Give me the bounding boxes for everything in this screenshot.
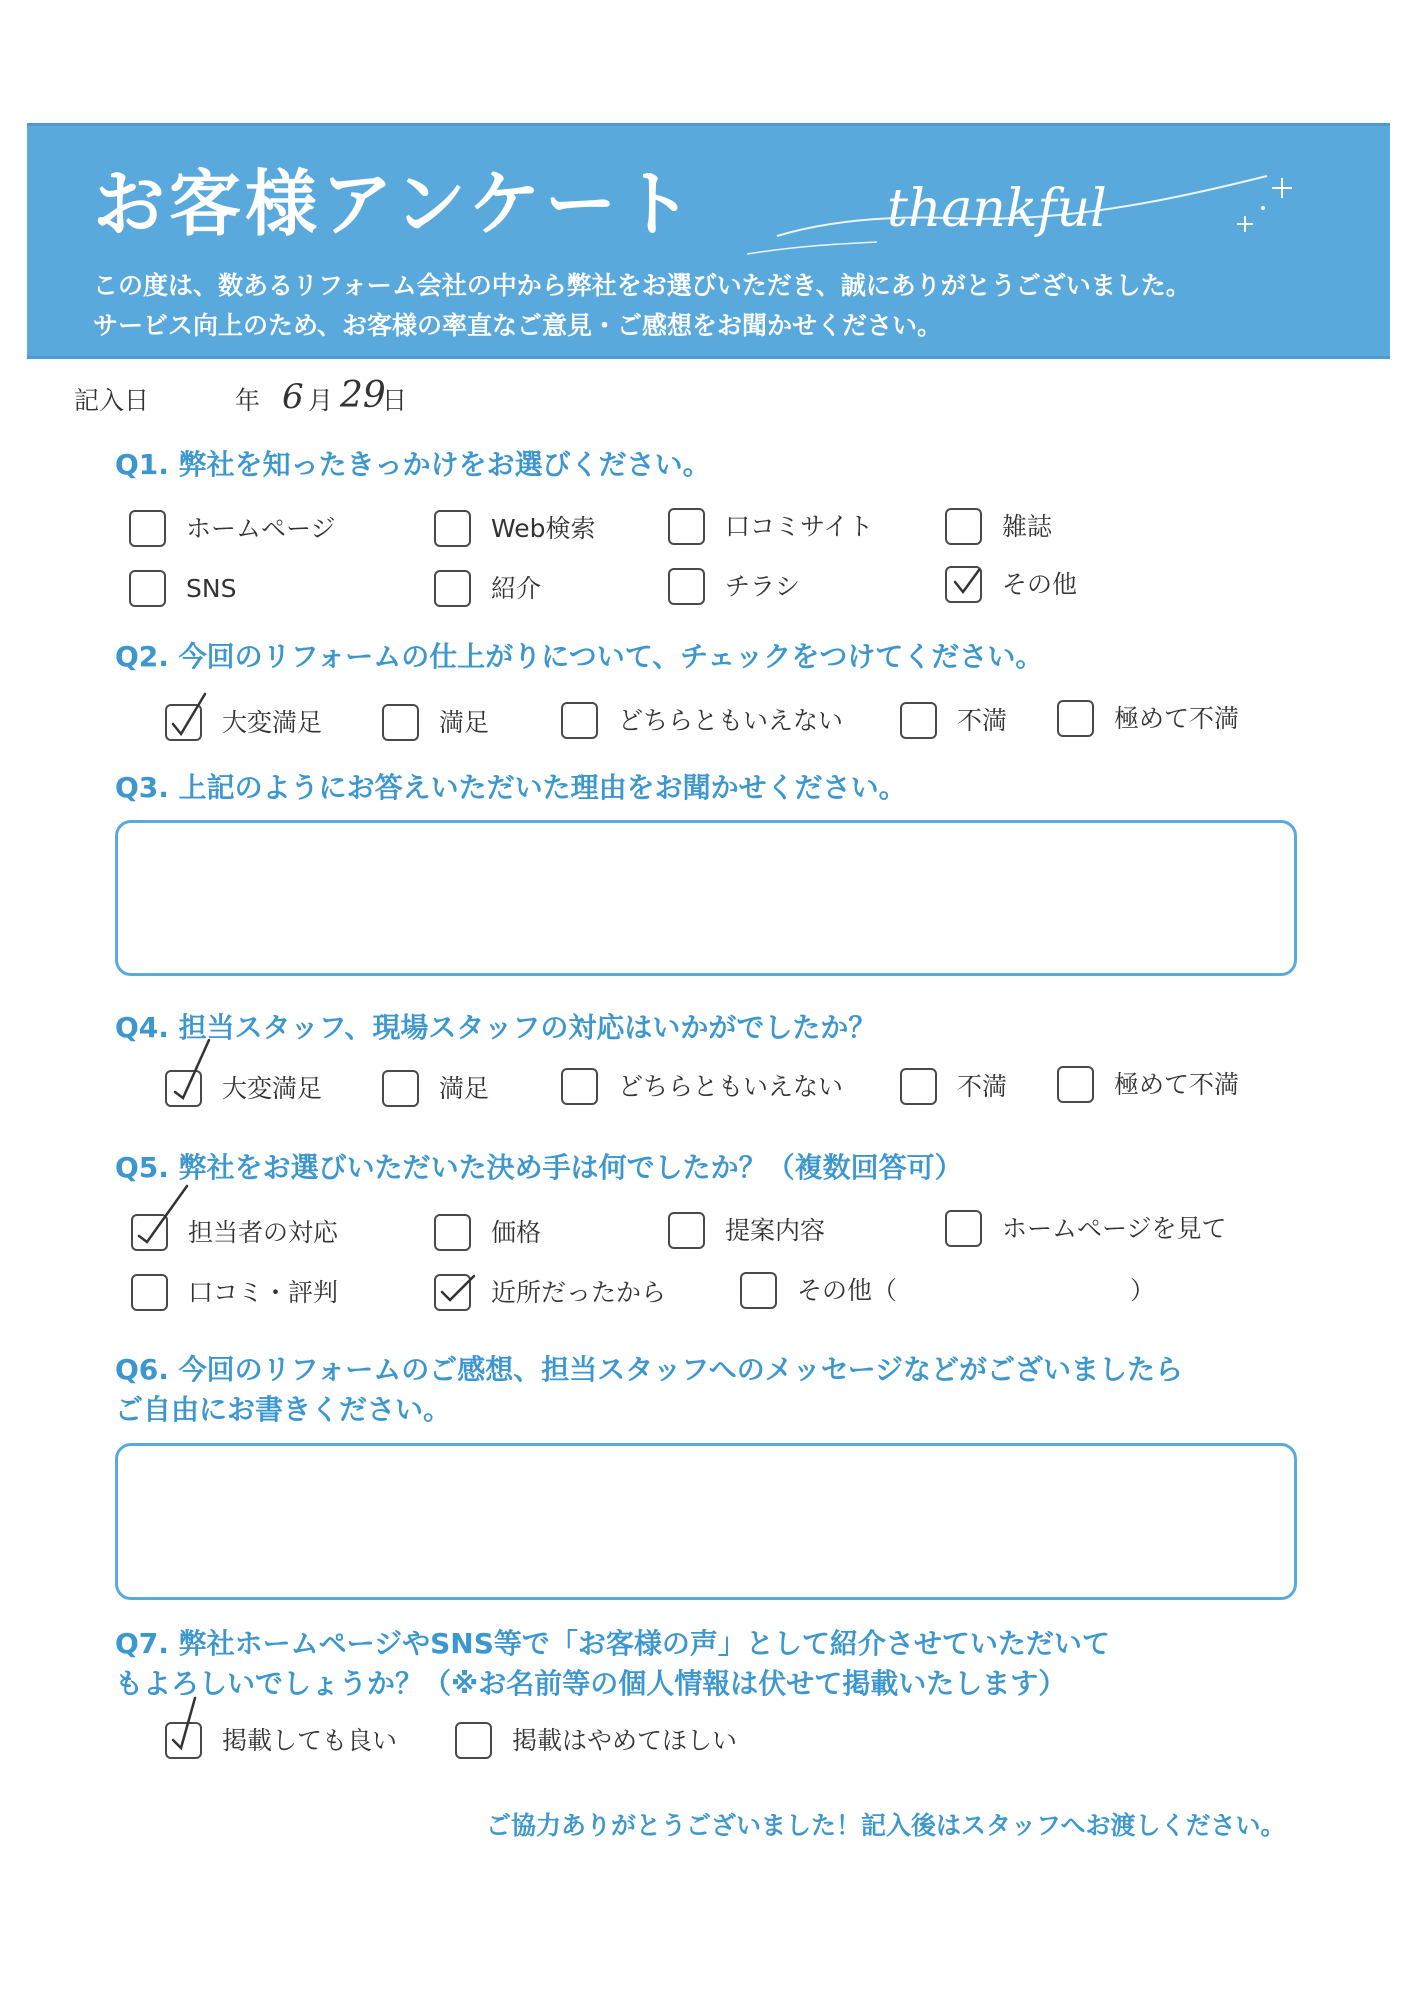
option-label: 雑誌 xyxy=(1002,512,1053,541)
entry-date-label: 記入日 xyxy=(74,386,150,415)
checkbox-checked[interactable] xyxy=(131,1214,168,1251)
q1-option[interactable] xyxy=(434,570,541,607)
checkbox[interactable] xyxy=(668,1212,705,1249)
q1-option[interactable] xyxy=(945,566,1077,603)
intro-line-1: この度は、数あるリフォーム会社の中から弊社をお選びいただき、誠にありがとうございました。 xyxy=(93,271,1191,300)
option-label: Web検索 xyxy=(491,514,596,543)
q7-title-line-1: Q7. 弊社ホームページやSNS等で「お客様の声」として紹介させていただいて xyxy=(115,1627,1110,1660)
month-value[interactable]: 6 xyxy=(282,377,304,417)
year-unit: 年 xyxy=(235,386,261,415)
option-label: 口コミ・評判 xyxy=(188,1278,339,1307)
checkbox[interactable] xyxy=(129,510,166,547)
q5-title: Q5. 弊社をお選びいただいた決め手は何でしたか？（複数回答可） xyxy=(115,1151,963,1184)
q5-option[interactable] xyxy=(740,1272,897,1309)
q7-option[interactable] xyxy=(165,1722,397,1759)
q7-option[interactable] xyxy=(455,1722,737,1759)
checkbox[interactable] xyxy=(382,704,419,741)
day-value[interactable]: 29 xyxy=(340,375,386,416)
option-label: 満足 xyxy=(439,708,490,737)
q4-option[interactable] xyxy=(900,1068,1007,1105)
thankful-script: thankful xyxy=(887,179,1107,239)
q1-option[interactable] xyxy=(945,508,1052,545)
checkbox[interactable] xyxy=(561,702,598,739)
q5-option[interactable] xyxy=(131,1274,338,1311)
q5-option[interactable] xyxy=(668,1212,825,1249)
checkmark-icon xyxy=(434,1256,484,1316)
checkbox[interactable] xyxy=(455,1722,492,1759)
checkbox[interactable] xyxy=(900,702,937,739)
q2-option[interactable] xyxy=(1057,700,1239,737)
checkbox[interactable] xyxy=(434,1214,471,1251)
option-label: その他 xyxy=(1002,570,1078,599)
other-close-paren: ） xyxy=(1130,1276,1156,1305)
option-label: 紹介 xyxy=(491,574,542,603)
option-label: 価格 xyxy=(491,1218,542,1247)
q4-option[interactable] xyxy=(165,1070,322,1107)
q5-option[interactable] xyxy=(434,1214,541,1251)
option-label: 極めて不満 xyxy=(1114,704,1240,733)
checkmark-icon xyxy=(131,1196,181,1256)
q4-option[interactable] xyxy=(561,1068,843,1105)
checkbox[interactable] xyxy=(668,508,705,545)
q1-option[interactable] xyxy=(129,570,236,607)
option-label: 大変満足 xyxy=(222,708,323,737)
option-label: ホームページを見て xyxy=(1002,1214,1227,1243)
checkbox[interactable] xyxy=(740,1272,777,1309)
header-banner xyxy=(27,123,1390,359)
q4-title: Q4. 担当スタッフ、現場スタッフの対応はいかがでしたか？ xyxy=(115,1011,877,1044)
checkbox[interactable] xyxy=(1057,1066,1094,1103)
q5-option[interactable] xyxy=(434,1274,666,1311)
intro-line-2: サービス向上のため、お客様の率直なご意見・ご感想をお聞かせください。 xyxy=(93,311,943,340)
q6-title-line-2: ご自由にお書きください。 xyxy=(115,1393,452,1426)
option-label: どちらともいえない xyxy=(618,706,844,735)
q1-option[interactable] xyxy=(434,510,596,547)
checkbox[interactable] xyxy=(129,570,166,607)
day-unit: 日 xyxy=(382,386,408,415)
checkmark-icon xyxy=(165,686,215,746)
checkbox-checked[interactable] xyxy=(165,704,202,741)
checkmark-icon xyxy=(165,1052,215,1112)
q2-title: Q2. 今回のリフォームの仕上がりについて、チェックをつけてください。 xyxy=(115,640,1044,673)
checkbox[interactable] xyxy=(900,1068,937,1105)
checkbox[interactable] xyxy=(434,510,471,547)
q4-option[interactable] xyxy=(1057,1066,1239,1103)
checkbox[interactable] xyxy=(945,1210,982,1247)
q3-title: Q3. 上記のようにお答えいただいた理由をお聞かせください。 xyxy=(115,771,907,804)
q2-option[interactable] xyxy=(561,702,843,739)
option-label: 満足 xyxy=(439,1074,490,1103)
checkmark-icon xyxy=(945,548,995,608)
option-label: ホームページ xyxy=(186,514,336,543)
checkbox[interactable] xyxy=(382,1070,419,1107)
checkbox[interactable] xyxy=(131,1274,168,1311)
option-label: 不満 xyxy=(957,1072,1008,1101)
option-label: 掲載しても良い xyxy=(222,1726,398,1755)
option-label: SNS xyxy=(186,574,237,603)
option-label: 担当者の対応 xyxy=(188,1218,339,1247)
footer-note: ご協力ありがとうございました！記入後はスタッフへお渡しください。 xyxy=(486,1811,1286,1840)
q3-answer-box[interactable] xyxy=(115,820,1297,976)
checkbox-checked[interactable] xyxy=(434,1274,471,1311)
option-label: 極めて不満 xyxy=(1114,1070,1240,1099)
q6-answer-box[interactable] xyxy=(115,1443,1297,1600)
checkbox[interactable] xyxy=(668,568,705,605)
sparkle-dot-icon xyxy=(1261,206,1265,210)
option-label: 近所だったから xyxy=(491,1278,667,1307)
q2-option[interactable] xyxy=(165,704,322,741)
checkbox-checked[interactable] xyxy=(165,1722,202,1759)
survey-title: お客様アンケート xyxy=(93,162,697,246)
option-label: その他（ xyxy=(797,1276,898,1305)
thankful-script-decoration xyxy=(707,126,1327,276)
checkmark-icon xyxy=(165,1704,215,1764)
q5-option[interactable] xyxy=(131,1214,338,1251)
option-label: 提案内容 xyxy=(725,1216,826,1245)
checkbox-checked[interactable] xyxy=(165,1070,202,1107)
option-label: 口コミサイト xyxy=(725,512,874,541)
sparkle-icon xyxy=(1237,178,1292,232)
checkbox-checked[interactable] xyxy=(945,566,982,603)
checkbox[interactable] xyxy=(434,570,471,607)
option-label: 不満 xyxy=(957,706,1008,735)
q1-option[interactable] xyxy=(668,568,800,605)
month-unit: 月 xyxy=(308,386,334,415)
q4-option[interactable] xyxy=(382,1070,489,1107)
checkbox[interactable] xyxy=(1057,700,1094,737)
q1-option[interactable] xyxy=(129,510,336,547)
q7-title-line-2: もよろしいでしょうか？（※お名前等の個人情報は伏せて掲載いたします） xyxy=(115,1667,1067,1700)
q5-option[interactable] xyxy=(945,1210,1227,1247)
checkbox[interactable] xyxy=(561,1068,598,1105)
q6-title-line-1: Q6. 今回のリフォームのご感想、担当スタッフへのメッセージなどがございましたら xyxy=(115,1353,1184,1386)
q2-option[interactable] xyxy=(382,704,489,741)
checkbox[interactable] xyxy=(945,508,982,545)
q1-option[interactable] xyxy=(668,508,873,545)
q1-title: Q1. 弊社を知ったきっかけをお選びください。 xyxy=(115,448,711,481)
option-label: 大変満足 xyxy=(222,1074,323,1103)
option-label: 掲載はやめてほしい xyxy=(512,1726,738,1755)
option-label: どちらともいえない xyxy=(618,1072,844,1101)
option-label: チラシ xyxy=(725,572,801,601)
q2-option[interactable] xyxy=(900,702,1007,739)
